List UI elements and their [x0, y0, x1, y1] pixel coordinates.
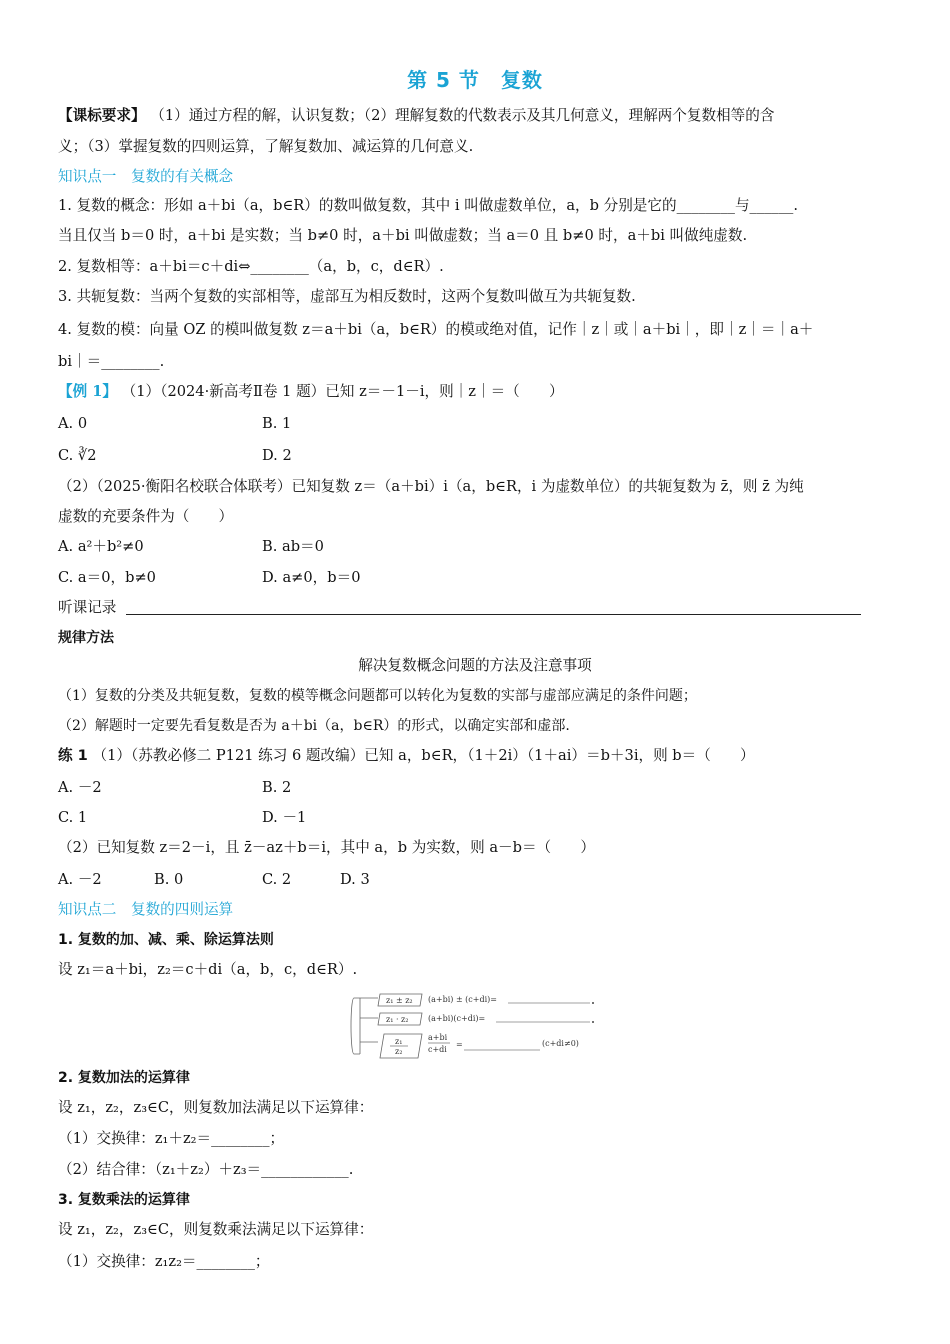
- method-line-1: （1）复数的分类及共轭复数，复数的模等概念问题都可以转化为复数的实部与虚部应满足的条件问题；: [58, 688, 697, 704]
- ex1-q2a: （2）（2025·衡阳名校联合体联考）已知复数 z＝（a＋bi）i（a，b∈R，i 为虚数单位）的共轭复数为 z̄，则 z̄ 为纯: [58, 478, 804, 495]
- diagram-r2-label: z₁ · z₂: [386, 1015, 409, 1024]
- diagram-r1-label: z₁ ± z₂: [386, 996, 413, 1005]
- pr1-q2-option-b: B. 0: [154, 871, 184, 888]
- ex1-row2-cd: [58, 568, 888, 588]
- kp1-p4a: 4. 复数的模：向量 OZ 的模叫做复数 z＝a＋bi（a，b∈R）的模或绝对值，记作｜z｜或｜a＋bi｜，即｜z｜＝｜a＋: [58, 321, 814, 338]
- kp1-p1b: 当且仅当 b＝0 时，a＋bi 是实数；当 b≠0 时，a＋bi 叫做虚数；当 a＝0 且 b≠0 时，a＋bi 叫做纯虚数.: [58, 227, 748, 244]
- pr1-option-a: A. －2: [58, 779, 102, 796]
- notes-label: 听课记录: [58, 599, 117, 616]
- ex1-tag: 【例 1】: [58, 383, 118, 400]
- kp2-set3: 设 z₁，z₂，z₃∈C，则复数乘法满足以下运算律：: [58, 1221, 374, 1238]
- method-title: 解决复数概念问题的方法及注意事项: [358, 657, 592, 674]
- ex1-option-d: D. 2: [262, 447, 292, 464]
- ex1-q2-option-b: B. ab＝0: [262, 538, 324, 555]
- ex1-row-cd: [58, 446, 888, 466]
- pr1-q1-line: [58, 746, 755, 766]
- pr1-option-c: C. 1: [58, 809, 88, 826]
- pr1-tag: 练 1: [58, 747, 88, 764]
- ex1-q1: （1）（2024·新高考Ⅱ卷 1 题）已知 z＝－1－i，则｜z｜＝（ ）: [121, 383, 564, 400]
- ex1-option-c: C. ∛2: [58, 447, 97, 464]
- ex1-option-b: B. 1: [262, 415, 292, 432]
- kp2-h2: 2. 复数加法的运算律: [58, 1070, 190, 1086]
- pr1-row-ab: [58, 778, 888, 798]
- ex1-row2-ab: [58, 537, 888, 557]
- pr1-row2: [58, 870, 888, 890]
- diagram-r3-num: z₁: [395, 1037, 403, 1046]
- kp2-h1: 1. 复数的加、减、乘、除运算法则: [58, 932, 274, 948]
- kp2-h3: 3. 复数乘法的运算律: [58, 1192, 190, 1208]
- page-title: 第 5 节 复数: [407, 68, 543, 92]
- kp2-add1: （1）交换律：z₁＋z₂＝________；: [58, 1130, 285, 1147]
- pr1-q2-option-a: A. －2: [58, 871, 102, 888]
- diagram-r3-expr-num: a+bi: [428, 1033, 448, 1042]
- ex1-q2-option-c: C. a＝0，b≠0: [58, 569, 156, 586]
- kp1-p2: 2. 复数相等：a＋bi＝c＋di⇔________（a，b，c，d∈R）.: [58, 258, 444, 275]
- kp2-mul1: （1）交换律：z₁z₂＝________；: [58, 1253, 270, 1270]
- pr1-option-b: B. 2: [262, 779, 292, 796]
- method-line-2: （2）解题时一定要先看复数是否为 a＋bi（a，b∈R）的形式，以确定实部和虚部.: [58, 718, 570, 734]
- diagram-r2-expr: (a+bi)(c+di)=: [428, 1014, 486, 1023]
- kp2-set1: 设 z₁＝a＋bi，z₂＝c＋di（a，b，c，d∈R）.: [58, 961, 358, 978]
- diagram-r3-den: z₂: [395, 1047, 403, 1056]
- pr1-q1: （1）（苏教必修二 P121 练习 6 题改编）已知 a，b∈R，（1＋2i）（1＋ai）＝b＋3i，则 b＝（ ）: [92, 747, 755, 764]
- pr1-q2-option-d: D. 3: [340, 871, 370, 888]
- ex1-q2-option-a: A. a²＋b²≠0: [58, 538, 144, 555]
- kp1-p1a: 1. 复数的概念：形如 a＋bi（a，b∈R）的数叫做复数，其中 i 叫做虚数单位，a，b 分别是它的________与______.: [58, 197, 798, 214]
- operations-diagram: [350, 992, 600, 1062]
- notes-line: [126, 614, 861, 615]
- standard-tag: 【课标要求】: [58, 107, 146, 124]
- pr1-q2-option-c: C. 2: [262, 871, 292, 888]
- kp2-add2: （2）结合律：（z₁＋z₂）＋z₃＝____________.: [58, 1161, 354, 1178]
- kp1-heading: 知识点一 复数的有关概念: [58, 168, 234, 185]
- ex1-q2b: 虚数的充要条件为（ ）: [58, 508, 234, 525]
- standard-line-2: 义；（3）掌握复数的四则运算，了解复数加、减运算的几何意义.: [58, 138, 474, 155]
- ex1-q2-option-d: D. a≠0，b＝0: [262, 569, 361, 586]
- diagram-r3-cond: (c+di≠0): [542, 1039, 579, 1048]
- diagram-r1-expr: (a+bi) ± (c+di)=: [428, 995, 497, 1004]
- ex1-q1-line: [58, 382, 564, 402]
- diagram-r3-eq: =: [456, 1040, 463, 1049]
- ex1-option-a: A. 0: [58, 415, 88, 432]
- method-label: 规律方法: [58, 630, 114, 646]
- ex1-row-ab: [58, 414, 888, 434]
- kp2-set2: 设 z₁，z₂，z₃∈C，则复数加法满足以下运算律：: [58, 1099, 374, 1116]
- pr1-row-cd: [58, 808, 888, 828]
- kp1-p4b: bi｜＝________.: [58, 353, 165, 370]
- pr1-q2: （2）已知复数 z＝2－i，且 z̄－az＋b＝i，其中 a，b 为实数，则 a－b＝（ ）: [58, 839, 595, 856]
- pr1-option-d: D. －1: [262, 809, 307, 826]
- standard-text-1: （1）通过方程的解，认识复数；（2）理解复数的代数表示及其几何意义，理解两个复数相等的含: [150, 107, 775, 124]
- kp1-p3: 3. 共轭复数：当两个复数的实部相等，虚部互为相反数时，这两个复数叫做互为共轭复数.: [58, 288, 636, 305]
- diagram-r3-expr-den: c+di: [428, 1045, 447, 1054]
- kp2-heading: 知识点二 复数的四则运算: [58, 901, 234, 918]
- standard-line-1: [58, 106, 774, 126]
